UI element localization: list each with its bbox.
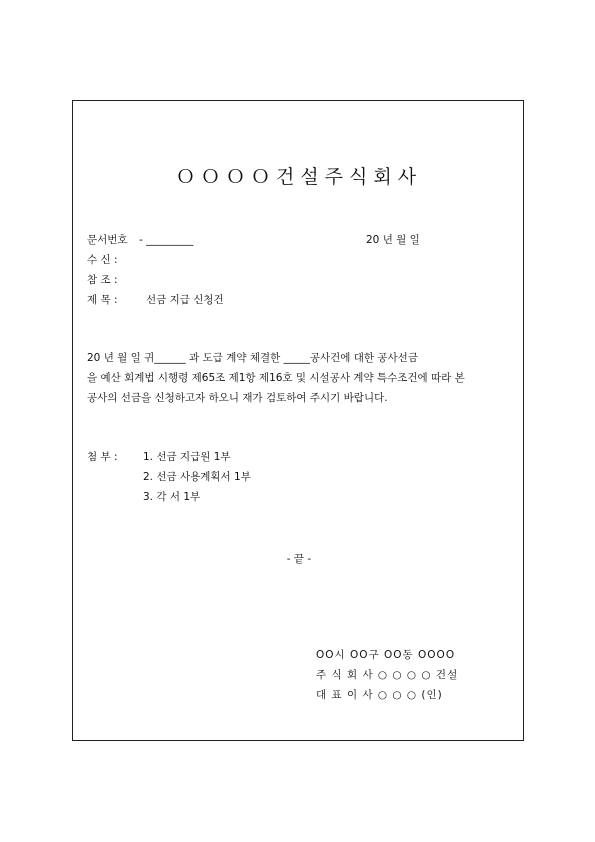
signature-representative: 대 표 이 사 ○ ○ ○ (인) — [316, 689, 443, 701]
attachment-item-1: 1. 선금 지급원 1부 — [143, 451, 231, 463]
document-frame — [72, 100, 524, 741]
subject-label: 제 목 : — [87, 294, 118, 306]
doc-number-label: 문서번호 — [87, 234, 128, 246]
body-line-2: 을 예산 회계법 시행령 제65조 제1항 제16호 및 시설공사 계약 특수조건에 따라 본 — [87, 372, 465, 384]
recipient-label: 수 신 : — [87, 254, 118, 266]
attachment-label: 첨 부 : — [87, 451, 118, 463]
reference-label: 참 조 : — [87, 274, 118, 286]
company-title: ＯＯＯＯ건설주식회사 — [175, 166, 423, 188]
attachment-item-2: 2. 선금 사용계획서 1부 — [143, 471, 251, 483]
signature-company: 주 식 회 사 ○ ○ ○ ○ 건설 — [316, 669, 459, 681]
body-line-1: 20 년 월 일 귀______ 과 도급 계약 체결한 _____공사건에 대한 공사선금 — [87, 352, 418, 364]
doc-number-value: - _________ — [139, 234, 194, 246]
body-line-3: 공사의 선금을 신청하고자 하오니 재가 검토하여 주시기 바랍니다. — [87, 392, 388, 404]
date-field: 20 년 월 일 — [366, 234, 420, 246]
attachment-item-3: 3. 각 서 1부 — [143, 491, 201, 503]
signature-address: OO시 OO구 OO동 OOOO — [316, 649, 456, 661]
subject-value: 선금 지급 신청건 — [146, 294, 224, 306]
end-mark: - 끝 - — [286, 553, 312, 565]
